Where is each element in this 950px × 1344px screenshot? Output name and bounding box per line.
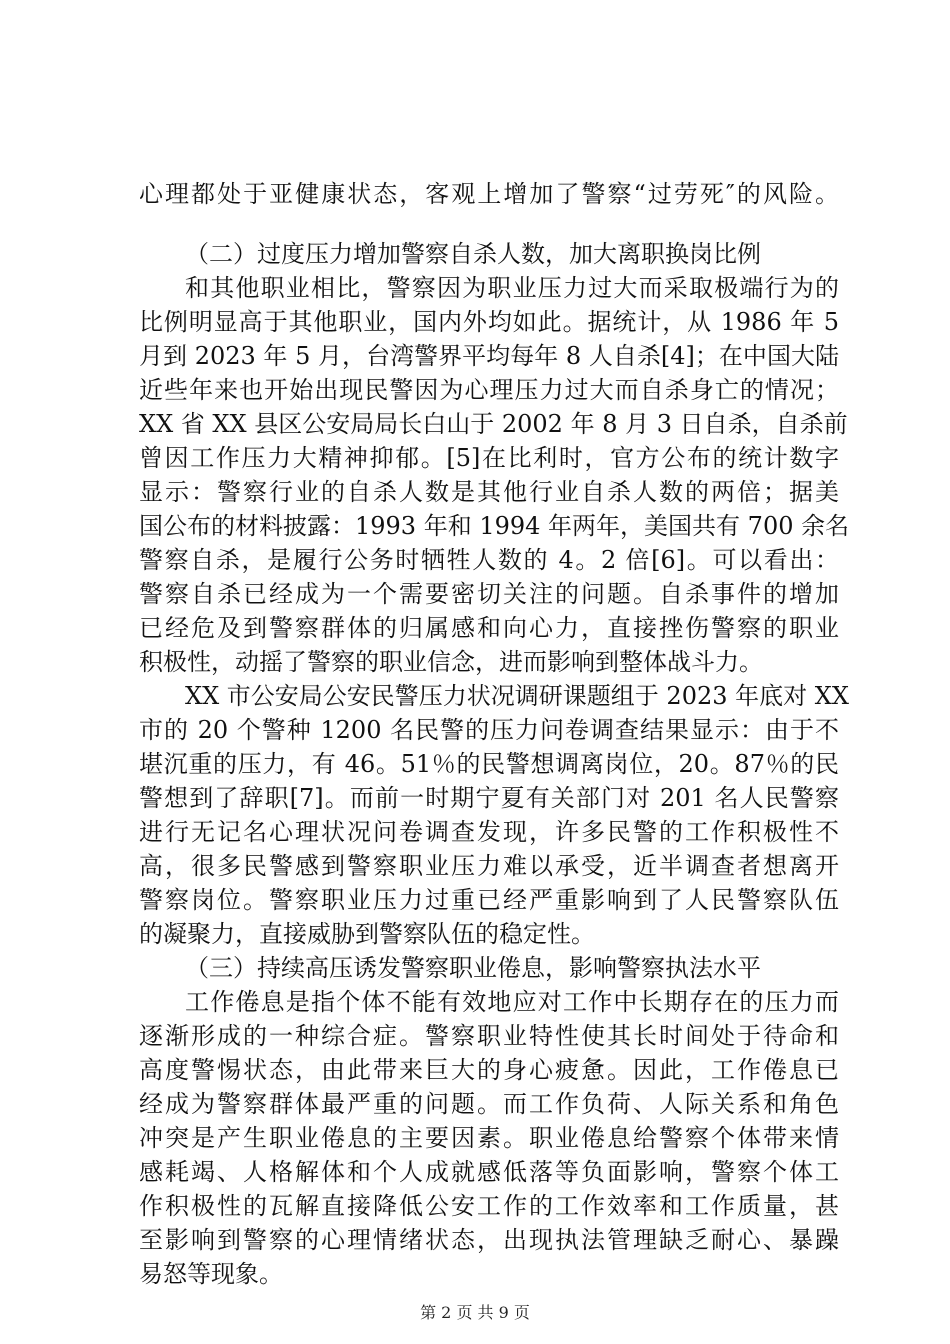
paragraph-line: 市的 20 个警种 1200 名民警的压力问卷调查结果显示：由于不: [139, 716, 839, 744]
paragraph-line: 显示：警察行业的自杀人数是其他行业自杀人数的两倍；据美: [139, 478, 839, 506]
paragraph-line: 至影响到警察的心理情绪状态，出现执法管理缺乏耐心、暴躁: [139, 1226, 839, 1254]
paragraph-line: 易怒等现象。: [139, 1260, 283, 1288]
paragraph-line: 工作倦息是指个体不能有效地应对工作中长期存在的压力而: [185, 988, 839, 1016]
paragraph-line: 警想到了辞职[7]。而前一时期宁夏有关部门对 201 名人民警察: [139, 784, 839, 812]
paragraph-line: 比例明显高于其他职业，国内外均如此。据统计，从 1986 年 5: [139, 308, 839, 336]
paragraph-line: 的凝聚力，直接威胁到警察队伍的稳定性。: [139, 920, 595, 948]
paragraph-line: 心理都处于亚健康状态，客观上增加了警察“过劳死″的风险。: [139, 180, 839, 208]
paragraph-line: 和其他职业相比，警察因为职业压力过大而采取极端行为的: [185, 274, 839, 302]
paragraph-line: 高度警惕状态，由此带来巨大的身心疲惫。因此，工作倦息已: [139, 1056, 839, 1084]
paragraph-line: 警察岗位。警察职业压力过重已经严重影响到了人民警察队伍: [139, 886, 839, 914]
paragraph-line: 冲突是产生职业倦息的主要因素。职业倦息给警察个体带来情: [139, 1124, 839, 1152]
paragraph-line: 感耗竭、人格解体和个人成就感低落等负面影响，警察个体工: [139, 1158, 839, 1186]
paragraph-line: 高，很多民警感到警察职业压力难以承受，近半调查者想离开: [139, 852, 839, 880]
section-heading: （三）持续高压诱发警察职业倦息，影响警察执法水平: [185, 954, 761, 982]
paragraph-line: 逐渐形成的一种综合症。警察职业特性使其长时间处于待命和: [139, 1022, 839, 1050]
paragraph-line: 月到 2023 年 5 月，台湾警界平均每年 8 人自杀[4]；在中国大陆: [139, 342, 839, 370]
paragraph-line: 曾因工作压力大精神抑郁。[5]在比利时，官方公布的统计数字: [139, 444, 839, 472]
section-heading: （二）过度压力增加警察自杀人数，加大离职换岗比例: [185, 240, 761, 268]
paragraph-line: 堪沉重的压力，有 46。51％的民警想调离岗位，20。87％的民: [139, 750, 839, 778]
paragraph-line: 警察自杀已经成为一个需要密切关注的问题。自杀事件的增加: [139, 580, 839, 608]
paragraph-line: 作积极性的瓦解直接降低公安工作的工作效率和工作质量，甚: [139, 1192, 839, 1220]
paragraph-line: 近些年来也开始出现民警因为心理压力过大而自杀身亡的情况；: [139, 376, 839, 404]
paragraph-line: 积极性，动摇了警察的职业信念，进而影响到整体战斗力。: [139, 648, 763, 676]
paragraph-line: 进行无记名心理状况问卷调查发现，许多民警的工作积极性不: [139, 818, 839, 846]
page-number: 第 2 页 共 9 页: [420, 1303, 530, 1322]
paragraph-line: XX 市公安局公安民警压力状况调研课题组于 2023 年底对 XX: [185, 682, 849, 710]
paragraph-line: 经成为警察群体最严重的问题。而工作负荷、人际关系和角色: [139, 1090, 839, 1118]
paragraph-line: XX 省 XX 县区公安局局长白山于 2002 年 8 月 3 日自杀，自杀前: [139, 410, 848, 438]
paragraph-line: 警察自杀，是履行公务时牺牲人数的 4。2 倍[6]。可以看出：: [139, 546, 839, 574]
paragraph-line: 国公布的材料披露：1993 年和 1994 年两年，美国共有 700 余名: [139, 512, 850, 540]
paragraph-line: 已经危及到警察群体的归属感和向心力，直接挫伤警察的职业: [139, 614, 839, 642]
